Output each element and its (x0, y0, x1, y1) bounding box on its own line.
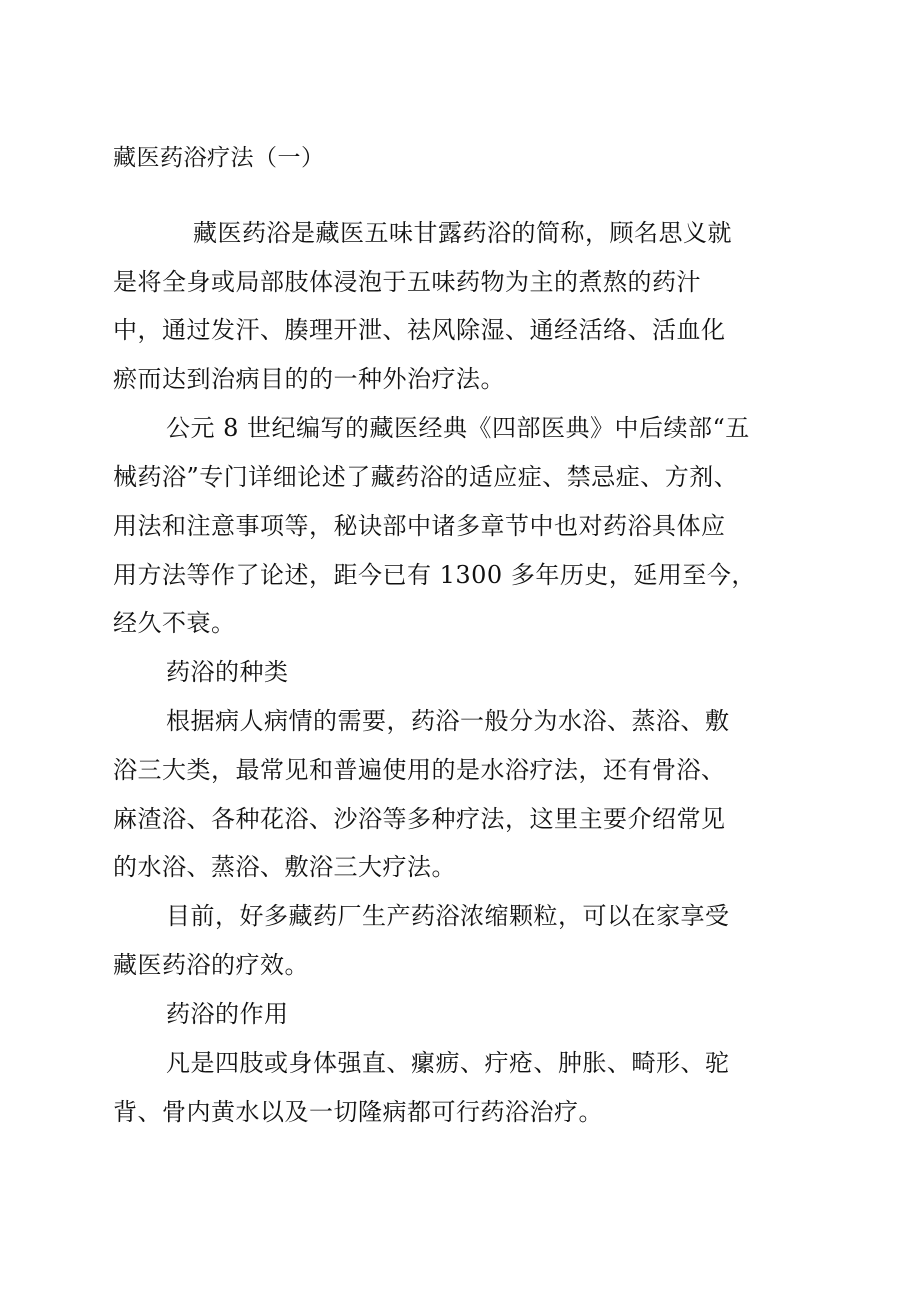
paragraph-1-line-1: 藏医药浴是藏医五味甘露药浴的简称，顾名思义就 (193, 219, 732, 247)
paragraph-2-line-4: 用方法等作了论述，距今已有 1300 多年历史，延用至今， (113, 561, 756, 589)
paragraph-3-line-1: 根据病人病情的需要，药浴一般分为水浴、蒸浴、敷 (166, 707, 730, 735)
section-heading-effects: 药浴的作用 (166, 1000, 289, 1028)
paragraph-1-line-2: 是将全身或局部肢体浸泡于五味药物为主的煮熬的药汁 (113, 268, 701, 296)
paragraph-2-line-2: 械药浴”专门详细论述了藏药浴的适应症、禁忌症、方剂、 (113, 463, 739, 491)
paragraph-2-line-1: 公元 8 世纪编写的藏医经典《四部医典》中后续部“五 (166, 414, 750, 442)
document-title: 藏医药浴疗法（一） (113, 145, 325, 171)
paragraph-5-line-1: 凡是四肢或身体强直、瘰疬、疔疮、肿胀、畸形、驼 (166, 1049, 730, 1077)
paragraph-2-line-3: 用法和注意事项等，秘诀部中诸多章节中也对药浴具体应 (113, 512, 726, 540)
paragraph-5-line-2: 背、骨内黄水以及一切隆病都可行药浴治疗。 (113, 1098, 603, 1126)
section-heading-types: 药浴的种类 (166, 658, 289, 686)
paragraph-4-line-1: 目前，好多藏药厂生产药浴浓缩颗粒，可以在家享受 (166, 902, 730, 930)
paragraph-3-line-2: 浴三大类，最常见和普遍使用的是水浴疗法，还有骨浴、 (113, 756, 726, 784)
paragraph-3-line-3: 麻渣浴、各种花浴、沙浴等多种疗法，这里主要介绍常见 (113, 805, 726, 833)
paragraph-3-line-4: 的水浴、蒸浴、敷浴三大疗法。 (113, 853, 456, 881)
paragraph-1-line-3: 中，通过发汗、腠理开泄、祛风除湿、通经活络、活血化 (113, 316, 726, 344)
paragraph-2-line-5: 经久不衰。 (113, 609, 236, 637)
paragraph-4-line-2: 藏医药浴的疗效。 (113, 951, 309, 979)
paragraph-1-line-4: 瘀而达到治病目的的一种外治疗法。 (113, 365, 505, 393)
